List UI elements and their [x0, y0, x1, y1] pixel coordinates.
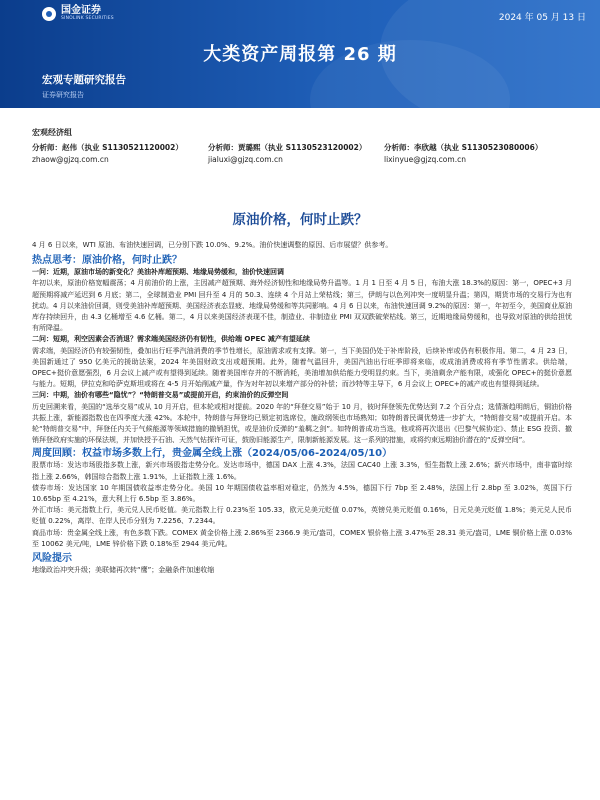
weekly-review-heading: 周度回顾：权益市场多数上行，贵金属全线上涨（2024/05/06-2024/05/10）	[32, 448, 393, 460]
report-category: 证券研究报告	[42, 91, 84, 99]
report-type: 宏观专题研究报告	[42, 74, 126, 86]
stock-market-paragraph: 股票市场：发达市场股指多数上涨，新兴市场股指走势分化。发达市场中，德国 DAX 上涨 4.3%，法国 CAC40 上涨 3.3%，恒生指数上涨 2.6%；新兴市场中，南非富时综指上涨 2.66%，韩国综合指数上涨 1.91%，上证指数上涨 1.6%。	[32, 461, 572, 481]
question-3-heading: 三问：中期，油价有哪些“隐忧”？“特朗普交易”或提前开启，约束油价的反弹空间	[32, 391, 289, 400]
question-1-heading: 一问：近期，原油市场的新变化？美油补库超预期、地缘局势缓和，油价快速回调	[32, 268, 284, 277]
hot-topic-heading: 热点思考：原油价格，何时止跌？	[32, 255, 182, 267]
risk-heading: 风险提示	[32, 553, 72, 565]
question-1-body: 年初以来，原油价格宽幅震荡；4 月前油价的上涨，主因减产超预期、海外经济韧性和地缘局势升温等。1 月 1 日至 4 月 5 日，布油大涨 18.3%的原因：第一，OPEC+3 月超预期将减产延迟到 6 月底；第二，全球制造业 PMI 回升至 4 月的 50.3、连续 4 个月站上荣枯线；第三，伊朗与以色列冲突一度明显升温；第四，期货市场的交易行为也有扰动。4 月以来油价回调，则受美油补库超预期、美国经济表态显疲、地缘局势缓和等共同影响。4 月 6 日以来，布油快速回调 9.2%的原因：第一，年初至今，美国商业原油库存持续回升，由 4.3 亿桶增至 4.6 亿桶。第二，4 月以来美国经济表现不佳，制造业、非制造业 PMI 双双跌破荣枯线。第三，近期地缘局势缓和，也导致对原油的供给担忧有所降温。	[32, 279, 572, 333]
report-date: 2024 年 05 月 13 日	[498, 13, 586, 23]
company-logo	[42, 6, 114, 21]
intro-paragraph: 4 月 6 日以来，WTI 原油、布油快速回调，已分别下跌 10.0%、9.2%。油价快速调整的原因、后市展望？供参考。	[32, 241, 393, 249]
question-2-body: 需求端，美国经济仍有较强韧性，叠加出行旺季汽油消费的季节性增长，原油需求或有支撑。第一，当下美国仍处于补库阶段，后续补库或仍有积极作用。第二，4 月 23 日，美国新通过了 950 亿美元的援助法案，2024 年美国财政支出或超预期。此外，随着气温回升，美国汽油出行旺季即将来临，或成油消费或将有季节性需求。供给端，OPEC+挺价意愿强烈，6 月会议上减产或有望得到延续。随着美国库存并的不断消耗，美油增加供给能力受明显约束。当下，美油剩余产能有限，或强化 OPEC+的挺价意愿与能力。短期，伊拉克和哈萨克斯坦或将在 4-5 月开始削减产量，作为对年初以来增产部分的补偿；而沙特等主导下，6 月会议上 OPEC+的减产或也有望得到延续。	[32, 346, 572, 389]
document-title: 原油价格，何时止跌？	[232, 212, 368, 228]
question-2-heading: 二问：短期，利空因素会否消退？需求端美国经济仍有韧性，供给端 OPEC 减产有望延续	[32, 335, 310, 344]
logo-text: 国金证券	[61, 5, 101, 16]
question-3-body: 历史回溯来看，美国的“选举交易”或从 10 月开启，但本轮或相对提前。2020 年的“拜登交易”始于 10 月，彼时拜登领先优势达到 7.2 个百分点；选情渐趋明朗后，铜油价格共振上涨，新能源指数也在四季度大涨 42%。本轮中，特朗普与拜登均已锁定初选席位，施政纲领也市场熟知；如特朗普民调优势进一步扩大，“特朗普交易”或提前开启。本轮“特朗普交易”中，拜登任内关于气候能源等领域措施的撤销担忧，或是油价反弹的“羞羁之剑”。如特朗普成功当选，他或将再次退出《巴黎气候协定》、禁止 ESG 投资、撤销拜登政府实施的环保法规，并加快授予石油、天然气钻探许可证，鼓励旧能源生产，限制新能源发展。这一系列的措施，或将约束远期油价潜在的“反弹空间”。	[32, 402, 572, 445]
analyst-name: 分析师：李欣越（执业 S1130523080006）	[384, 143, 543, 152]
report-title: 大类资产周报第 26 期	[203, 44, 397, 65]
analyst-list	[32, 142, 592, 166]
analyst-entry	[32, 142, 208, 166]
analyst-name: 分析师：贾璐熙（执业 S1130523120002）	[208, 143, 367, 152]
analyst-email[interactable]: jialuxi@gjzq.com.cn	[208, 155, 283, 164]
commodity-market-paragraph: 商品市场：贵金属全线上涨，有色多数下跌。COMEX 黄金价格上涨 2.86%至 2366.9 美元/盎司，COMEX 银价格上涨 3.47%至 28.31 美元/盎司，LME 铜价格上涨 0.03%至 10062 美元/吨，LME 锌价格下跌 0.18%至 2944 美元/吨。	[32, 528, 572, 548]
risk-body: 地缘政治冲突升级；美联储再次转“鹰”；金融条件加速收缩	[32, 566, 215, 575]
analyst-email[interactable]: lixinyue@gjzq.com.cn	[384, 155, 466, 164]
logo-icon	[42, 7, 56, 21]
analyst-name: 分析师：赵伟（执业 S1130521120002）	[32, 143, 183, 152]
logo-subtext: SINOLINK SECURITIES	[61, 16, 114, 21]
header-banner	[0, 0, 600, 108]
analyst-entry	[208, 142, 384, 166]
team-name: 宏观经济组	[32, 128, 72, 137]
bond-market-paragraph: 债券市场：发达国家 10 年期国债收益率走势分化。美国 10 年期国债收益率相对稳定，仍然为 4.5%，德国下行 7bp 至 2.48%，法国上行 2.8bp 至 3.02%，英国下行 10.65bp 至 4.21%，意大利上行 6.5bp 至 3.86%。	[32, 483, 572, 504]
fx-market-paragraph: 外汇市场：美元指数上行，美元兑人民币贬值。美元指数上行 0.23%至 105.33，欧元兑美元贬值 0.07%，英镑兑美元贬值 0.16%，日元兑美元贬值 1.8%；美元兑人民币贬值 0.22%，离岸、在岸人民币分别为 7.2256、7.2344。	[32, 506, 572, 526]
report-body	[32, 240, 572, 576]
analyst-email[interactable]: zhaow@gjzq.com.cn	[32, 155, 109, 164]
analyst-entry	[384, 142, 542, 166]
